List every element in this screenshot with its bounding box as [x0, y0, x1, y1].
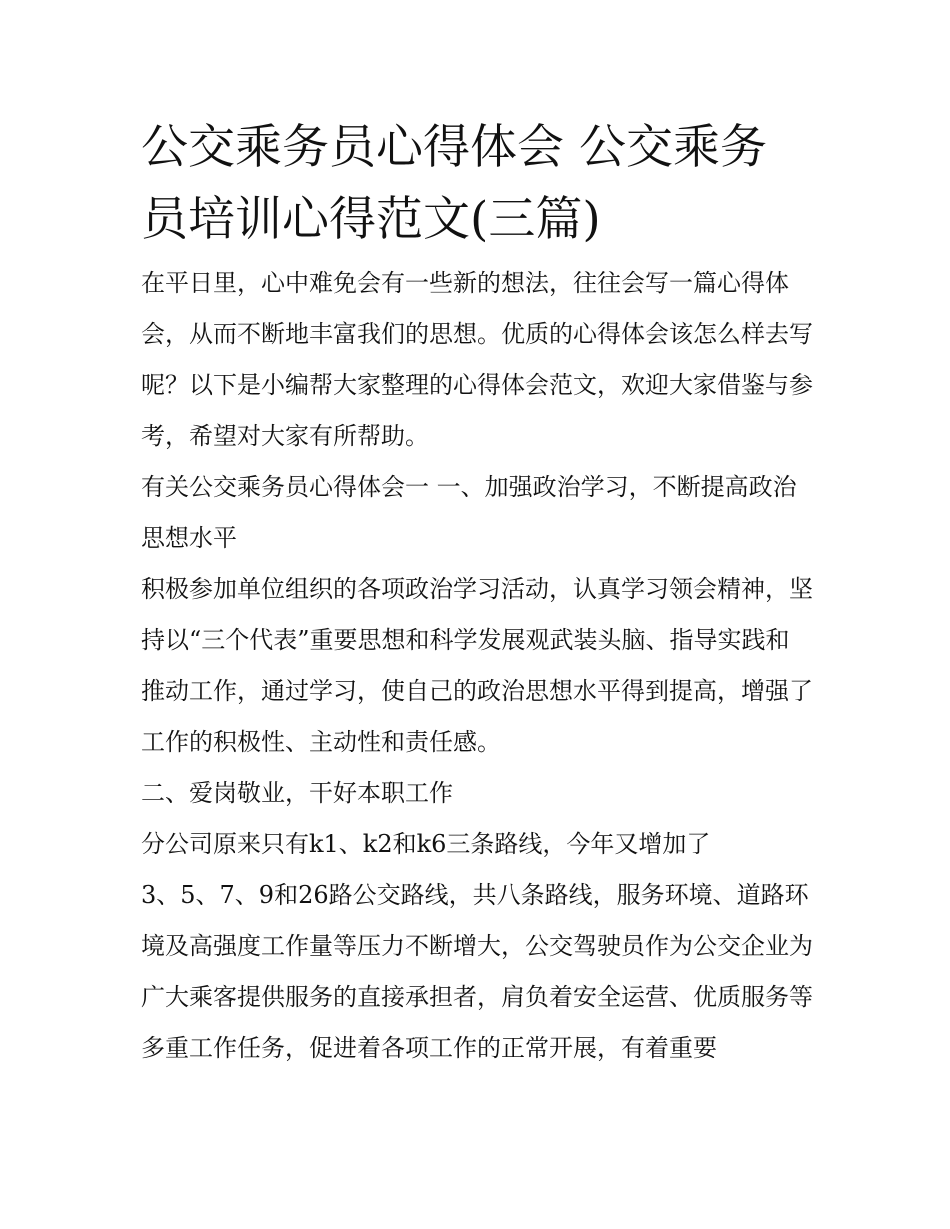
paragraph-political-study: 积极参加单位组织的各项政治学习活动，认真学习领会精神，坚持以“三个代表”重要思想和科学发展观武装头脑、指导实践和推动工作，通过学习，使自己的政治思想水平得到提高，增强了工作的积极性、主动性和责任感。	[141, 575, 813, 756]
section-heading-2: 二、爱岗敬业，干好本职工作	[141, 779, 453, 807]
paragraph-routes-intro: 分公司原来只有k1、k2和k6三条路线，今年又增加了	[141, 830, 711, 858]
document-title: 公交乘务员心得体会 公交乘务员培训心得范文(三篇)	[141, 120, 767, 247]
document-page	[141, 112, 813, 1074]
section-heading-1: 有关公交乘务员心得体会一 一、加强政治学习，不断提高政治思想水平	[141, 473, 797, 552]
paragraph-routes-detail: 3、5、7、9和26路公交路线，共八条路线，服务环境、道路环境及高强度工作量等压力不断增大，公交驾驶员作为公交企业为广大乘客提供服务的直接承担者，肩负着安全运营、优质服务等多重工作任务，促进着各项工作的正常开展，有着重要	[141, 881, 813, 1062]
intro-paragraph: 在平日里，心中难免会有一些新的想法，往往会写一篇心得体会，从而不断地丰富我们的思想。优质的心得体会该怎么样去写呢？以下是小编帮大家整理的心得体会范文，欢迎大家借鉴与参考，希望对大家有所帮助。	[141, 269, 813, 450]
